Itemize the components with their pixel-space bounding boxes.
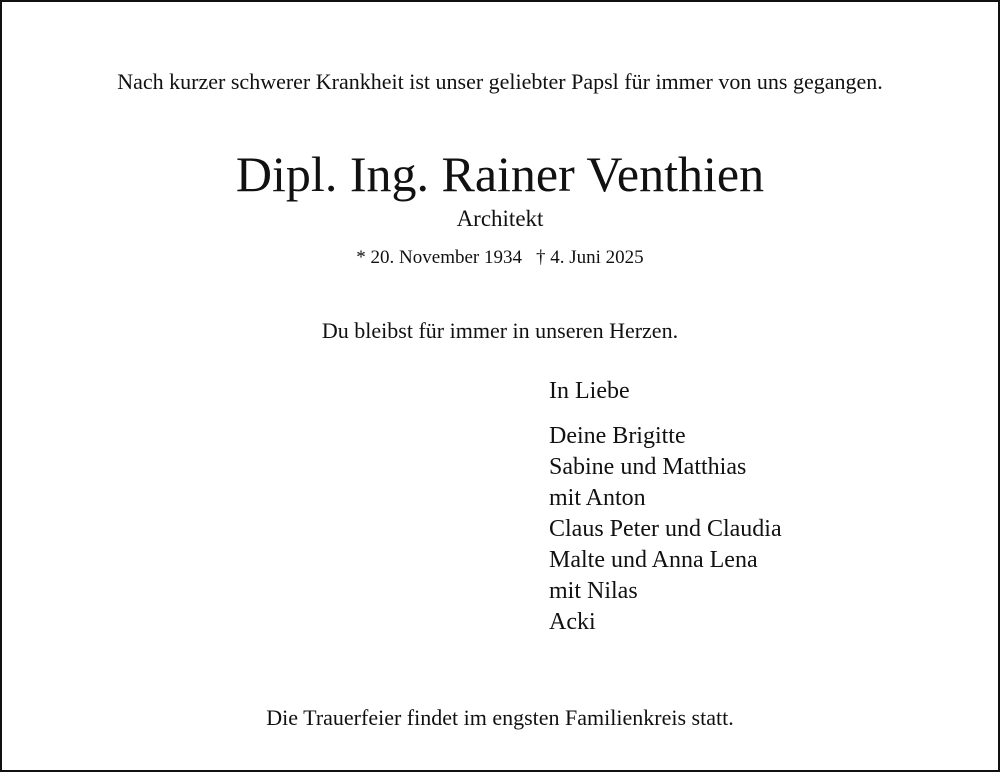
mourner-name: Acki bbox=[549, 609, 596, 635]
motto-text: Du bleibst für immer in unseren Herzen. bbox=[321, 318, 679, 343]
death-date: † 4. Juni 2025 bbox=[536, 247, 644, 268]
mourner-name: mit Nilas bbox=[549, 578, 638, 604]
life-dates bbox=[2, 246, 998, 270]
mourner-list bbox=[549, 421, 782, 638]
mourners-block bbox=[549, 376, 782, 638]
mourner-name: Sabine und Matthias bbox=[549, 454, 747, 480]
birth-date: * 20. November 1934 bbox=[356, 247, 522, 268]
mourner-name: mit Anton bbox=[549, 485, 646, 511]
funeral-note: Die Trauerfeier findet im engsten Familienkreis statt. bbox=[266, 705, 734, 730]
mourner-name: Malte und Anna Lena bbox=[549, 547, 758, 573]
deceased-name: Dipl. Ing. Rainer Venthien bbox=[235, 146, 765, 202]
intro-text: Nach kurzer schwerer Krankheit ist unser geliebter Papsl für immer von uns gegangen. bbox=[117, 69, 883, 94]
in-love-label: In Liebe bbox=[549, 378, 630, 404]
mourner-name: Claus Peter und Claudia bbox=[549, 516, 782, 542]
profession: Architekt bbox=[456, 206, 544, 231]
mourner-name: Deine Brigitte bbox=[549, 423, 686, 449]
